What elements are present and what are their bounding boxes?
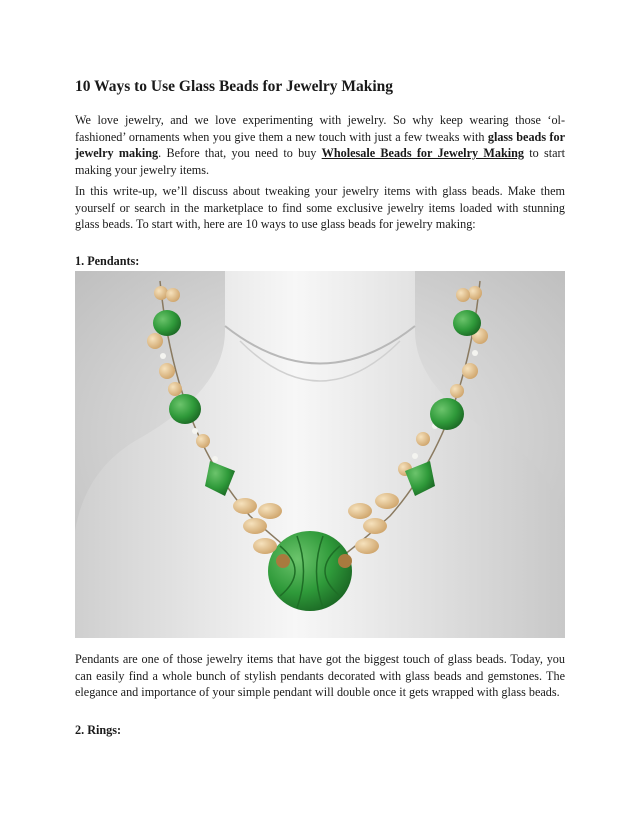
intro-text-3: to start making your jewelry items. bbox=[75, 146, 566, 177]
pendants-paragraph: Pendants are one of those jewelry items that have got the biggest touch of glass beads. Today, you can easily find a whole bunch of stylish pendants decorated with glass beads and gemstones. The elegance and importance of your simple pendant will double once it gets wrapped with glass beads. bbox=[75, 652, 565, 699]
intro-text-1: We love jewelry, and we love experimenting with jewelry. So why keep wearing those ‘ol-fashioned’ ornaments when you give them a new touch with just a few tweaks with bbox=[75, 113, 565, 144]
section-heading-rings: 2. Rings: bbox=[75, 723, 122, 737]
overview-paragraph: In this write-up, we’ll discuss about tweaking your jewelry items with glass beads. Make them yourself or search in the marketplace to find some exclusive jewelry items loaded with stunning glass beads. To start with, here are 10 ways to use glass beads for jewelry making: bbox=[75, 184, 565, 231]
wholesale-beads-link[interactable]: Wholesale Beads for Jewelry Making bbox=[321, 146, 524, 160]
necklace-photo bbox=[75, 271, 565, 638]
article-title: 10 Ways to Use Glass Beads for Jewelry Making bbox=[75, 78, 394, 95]
keyword-glass-beads: glass beads for jewelry making bbox=[75, 129, 565, 160]
intro-paragraph bbox=[75, 112, 565, 178]
intro-text-2: . Before that, you need to buy bbox=[158, 146, 322, 160]
section-heading-pendants: 1. Pendants: bbox=[75, 254, 140, 268]
